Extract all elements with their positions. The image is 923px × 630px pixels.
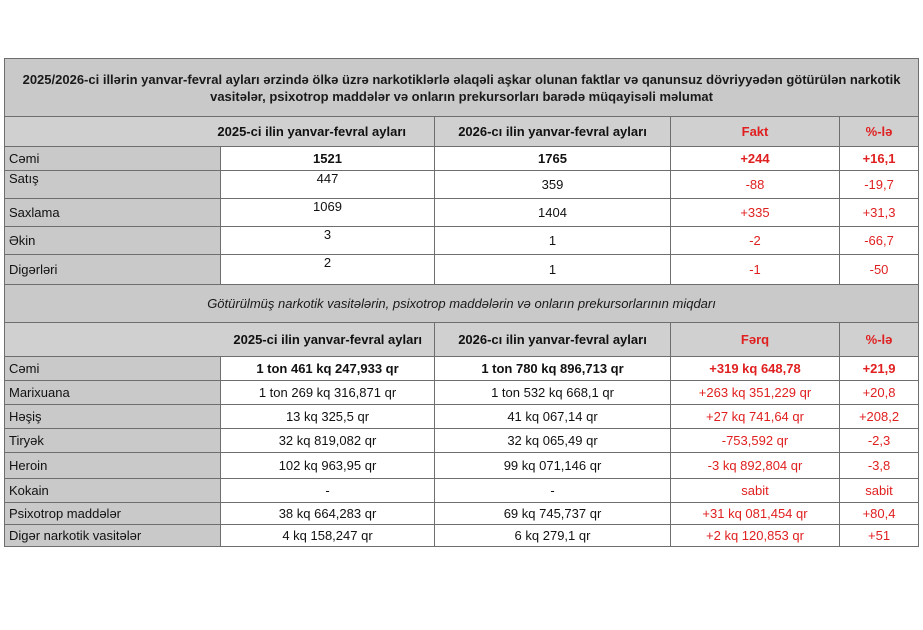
value-2026: 99 kq 071,146 qr	[435, 453, 671, 479]
header-percent: %-lə	[840, 323, 919, 357]
comparison-table	[4, 58, 919, 547]
table-row	[5, 525, 919, 547]
header-2026: 2026-cı ilin yanvar-fevral ayları	[435, 117, 671, 147]
value-2025: 13 kq 325,5 qr	[221, 405, 435, 429]
value-2025: 447	[221, 171, 435, 199]
row-label: Tiryək	[5, 429, 221, 453]
header-percent: %-lə	[840, 117, 919, 147]
value-diff: -3 kq 892,804 qr	[671, 453, 840, 479]
table-row	[5, 429, 919, 453]
value-diff: +335	[671, 199, 840, 227]
value-percent: -2,3	[840, 429, 919, 453]
value-2025: 1069	[221, 199, 435, 227]
value-diff: -88	[671, 171, 840, 199]
value-2025: 1 ton 269 kq 316,871 qr	[221, 381, 435, 405]
value-percent: +20,8	[840, 381, 919, 405]
table-row	[5, 227, 919, 255]
header-2025: 2025-ci ilin yanvar-fevral ayları	[5, 323, 435, 357]
value-2026: 69 kq 745,737 qr	[435, 503, 671, 525]
value-2026: 32 kq 065,49 qr	[435, 429, 671, 453]
value-percent: +31,3	[840, 199, 919, 227]
row-label: Heroin	[5, 453, 221, 479]
section-title: Götürülmüş narkotik vasitələrin, psixotrop maddələrin və onların prekursorlarının miqdarı	[5, 285, 919, 323]
value-2025: 32 kq 819,082 qr	[221, 429, 435, 453]
table-row	[5, 147, 919, 171]
value-percent: +21,9	[840, 357, 919, 381]
table-row	[5, 479, 919, 503]
value-2025: 1521	[221, 147, 435, 171]
value-diff: sabit	[671, 479, 840, 503]
value-2026: 1 ton 780 kq 896,713 qr	[435, 357, 671, 381]
row-label: Cəmi	[5, 357, 221, 381]
value-percent: +16,1	[840, 147, 919, 171]
value-percent: -50	[840, 255, 919, 285]
value-2026: 1	[435, 255, 671, 285]
value-2025: 4 kq 158,247 qr	[221, 525, 435, 547]
value-percent: -19,7	[840, 171, 919, 199]
value-diff: +27 kq 741,64 qr	[671, 405, 840, 429]
table-row	[5, 357, 919, 381]
header-2026: 2026-cı ilin yanvar-fevral ayları	[435, 323, 671, 357]
table-row	[5, 503, 919, 525]
table-title: 2025/2026-ci illərin yanvar-fevral ayları ərzində ölkə üzrə narkotiklərlə əlaqəli aşkar olunan faktlar və qanunsuz dövriyyədən götürülən narkotik vasitələr, psixotrop maddələr və onların prekursorları barədə müqayisəli məlumat	[5, 59, 919, 117]
row-label: Əkin	[5, 227, 221, 255]
value-percent: +51	[840, 525, 919, 547]
value-2026: 6 kq 279,1 qr	[435, 525, 671, 547]
value-2026: 41 kq 067,14 qr	[435, 405, 671, 429]
table-row	[5, 453, 919, 479]
table-row	[5, 405, 919, 429]
row-label: Həşiş	[5, 405, 221, 429]
row-label: Satış	[5, 171, 221, 199]
row-label: Kokain	[5, 479, 221, 503]
value-2026: 1 ton 532 kq 668,1 qr	[435, 381, 671, 405]
row-label: Psixotrop maddələr	[5, 503, 221, 525]
row-label: Digərləri	[5, 255, 221, 285]
table-row	[5, 171, 919, 199]
value-diff: +31 kq 081,454 qr	[671, 503, 840, 525]
value-diff: -1	[671, 255, 840, 285]
row-label: Digər narkotik vasitələr	[5, 525, 221, 547]
value-2026: 359	[435, 171, 671, 199]
value-percent: -3,8	[840, 453, 919, 479]
value-diff: +319 kq 648,78	[671, 357, 840, 381]
value-2025: 102 kq 963,95 qr	[221, 453, 435, 479]
value-diff: -2	[671, 227, 840, 255]
value-diff: +2 kq 120,853 qr	[671, 525, 840, 547]
value-percent: +208,2	[840, 405, 919, 429]
row-label: Saxlama	[5, 199, 221, 227]
row-label: Cəmi	[5, 147, 221, 171]
table-row	[5, 255, 919, 285]
header-2025: 2025-ci ilin yanvar-fevral ayları	[5, 117, 435, 147]
table-row	[5, 199, 919, 227]
value-percent: -66,7	[840, 227, 919, 255]
header-ferq: Fərq	[671, 323, 840, 357]
value-2025: 3	[221, 227, 435, 255]
value-2026: 1765	[435, 147, 671, 171]
value-2025: -	[221, 479, 435, 503]
header-fakt: Fakt	[671, 117, 840, 147]
value-percent: sabit	[840, 479, 919, 503]
table-row	[5, 381, 919, 405]
value-2025: 1 ton 461 kq 247,933 qr	[221, 357, 435, 381]
value-2025: 2	[221, 255, 435, 285]
value-diff: +263 kq 351,229 qr	[671, 381, 840, 405]
value-diff: +244	[671, 147, 840, 171]
value-2026: 1404	[435, 199, 671, 227]
value-percent: +80,4	[840, 503, 919, 525]
value-2026: -	[435, 479, 671, 503]
value-2026: 1	[435, 227, 671, 255]
row-label: Marixuana	[5, 381, 221, 405]
value-diff: -753,592 qr	[671, 429, 840, 453]
value-2025: 38 kq 664,283 qr	[221, 503, 435, 525]
